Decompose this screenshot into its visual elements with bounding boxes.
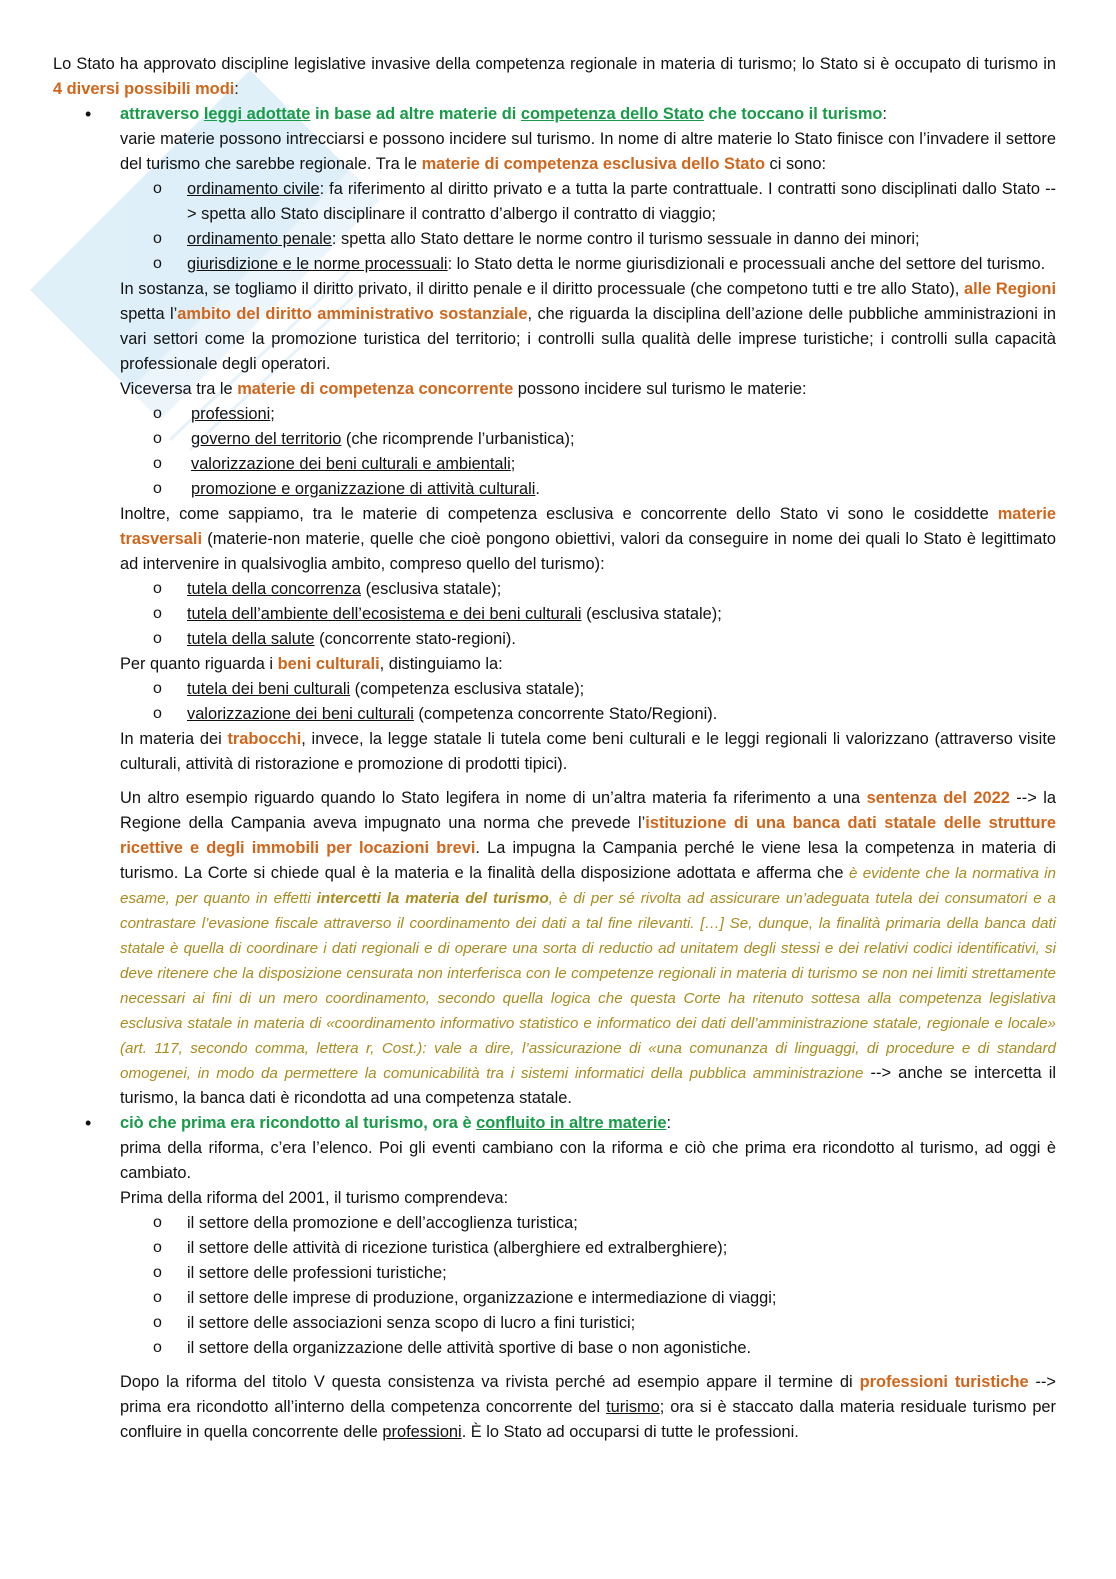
list-item: o valorizzazione dei beni culturali e ambientali; <box>53 452 1056 477</box>
intro-paragraph: Lo Stato ha approvato discipline legislative invasive della competenza regionale in materia di turismo; lo Stato si è occupato di turismo in 4 diversi possibili modi: <box>53 55 1056 98</box>
list-item: o professioni; <box>53 402 1056 427</box>
paragraph-regions: In sostanza, se togliamo il diritto privato, il diritto penale e il diritto processuale (che competono tutti e tre allo Stato), alle Regioni spetta l’ambito del diritto amministrativo sostanziale, che riguarda la disciplina dell’azione delle pubbliche amministrazioni in vari settori come la promozione turistica del territorio; i controlli sulla qualità delle imprese turistiche; i controlli sulla capacità professionale degli operatori. <box>120 280 1057 373</box>
list-item: o il settore delle associazioni senza scopo di lucro a fini turistici; <box>53 1311 1056 1336</box>
cultural-goods-list <box>53 677 1056 727</box>
paragraph-transversal: Inoltre, come sappiamo, tra le materie di competenza esclusiva e concorrente dello Stato vi sono le cosiddette materie trasversali (materie-non materie, quelle che cioè pongono obiettivi, valori da conseguire in nome dei quali lo Stato è legittimato ad intervenire in qualsivoglia ambito, compreso quello del turismo): <box>120 505 1056 573</box>
list-item: o il settore delle imprese di produzione, organizzazione e intermediazione di viaggi; <box>53 1286 1056 1311</box>
list-item: o il settore della promozione e dell’accoglienza turistica; <box>53 1211 1056 1236</box>
bullet-item-1 <box>53 102 1056 177</box>
paragraph-sentenza: Un altro esempio riguardo quando lo Stato legifera in nome di un’altra materia fa riferimento a una sentenza del 2022 --> la Regione della Campania aveva impugnato una norma che prevede l’istituzione di una banca dati statale delle strutture ricettive e degli immobili per locazioni brevi. La impugna la Campania perché le viene lesa la competenza in materia di turismo. La Corte si chiede qual è la materia e la finalità della disposizione adottata e afferma che è evidente che la normativa in esame, per quanto in effetti intercetti la materia del turismo, è di per sé rivolta ad assicurare un’adeguata tutela dei consumatori e a contrastare l’evasione fiscale attraverso il coordinamento dei dati a tal fine rilevanti. […] Se, dunque, la finalità primaria della banca dati statale è quella di coordinare i dati regionali e di operare una sorta di reductio ad unitatem degli stessi e dei relativi codici identificativi, si deve ritenere che la disposizione censurata non interferisca con le competenze regionali in materia di turismo se non nei limiti strettamente necessari ai fini di un mero coordinamento, secondo quella logica che questa Corte ha ritenuto sottesa alla competenza legislativa esclusiva statale in materia di «coordinamento informativo statistico e informatico dei dati dell’amministrazione statale, regionale e locale» (art. 117, secondo comma, lettera r, Cost.): vale a dire, l’assicurazione di «una comunanza di linguaggi, di procedure e di standard omogenei, in modo da permettere la comunicabilità tra i sistemi informatici della pubblica amministrazione --> anche se intercetta il turismo, la banca dati è ricondotta ad una competenza statale. <box>120 789 1056 1107</box>
paragraph-cultural-goods: Per quanto riguarda i beni culturali, distinguiamo la: <box>120 655 503 673</box>
list-item: o governo del territorio (che ricomprende l’urbanistica); <box>53 427 1056 452</box>
list-item: o valorizzazione dei beni culturali (competenza concorrente Stato/Regioni). <box>53 702 1056 727</box>
list-item: o il settore delle professioni turistiche; <box>53 1261 1056 1286</box>
list-item: o il settore delle attività di ricezione turistica (alberghiere ed extralberghiere); <box>53 1236 1056 1261</box>
list-item: o promozione e organizzazione di attività culturali. <box>53 477 1056 502</box>
list-item: o il settore della organizzazione delle attività sportive di base o non agonistiche. <box>53 1336 1056 1361</box>
paragraph-before-reform: prima della riforma, c’era l’elenco. Poi gli eventi cambiano con la riforma e ciò che prima era ricondotto al turismo, ad oggi è cambiato. <box>120 1139 1056 1182</box>
list-item: o ordinamento penale: spetta allo Stato dettare le norme contro il turismo sessuale in danno dei minori; <box>53 227 1056 252</box>
modes-highlight: 4 diversi possibili modi <box>53 80 235 98</box>
list-item: o tutela della concorrenza (esclusiva statale); <box>53 577 1056 602</box>
paragraph-exclusive-intro: varie materie possono intrecciarsi e possono incidere sul turismo. In nome di altre materie lo Stato finisce con l’invadere il settore del turismo che sarebbe regionale. Tra le materie di competenza esclusiva dello Stato ci sono: <box>120 130 1056 173</box>
bullet-item-2 <box>53 1111 1056 1211</box>
list-item: o tutela della salute (concorrente stato-regioni). <box>53 627 1056 652</box>
exclusive-matters-list <box>53 177 1056 277</box>
paragraph-concurrent-intro: Viceversa tra le materie di competenza concorrente possono incidere sul turismo le materie: <box>120 380 807 398</box>
transversal-matters-list <box>53 577 1056 652</box>
document-page <box>53 52 1056 1445</box>
list-item: o giurisdizione e le norme processuali: lo Stato detta le norme giurisdizionali e processuali anche del settore del turismo. <box>53 252 1056 277</box>
bullet-1-heading: • attraverso leggi adottate in base ad altre materie di competenza dello Stato che toccano il turismo: <box>120 105 887 123</box>
paragraph-after-reform: Dopo la riforma del titolo V questa consistenza va rivista perché ad esempio appare il termine di professioni turistiche --> prima era ricondotto all’interno della competenza concorrente del turismo; ora si è staccato dalla materia residuale turismo per confluire in quella concorrente delle professioni. È lo Stato ad occuparsi di tutte le professioni. <box>120 1373 1057 1441</box>
bullet-2-heading: • ciò che prima era ricondotto al turismo, ora è confluito in altre materie: <box>120 1114 672 1132</box>
concurrent-matters-list <box>53 402 1056 502</box>
paragraph-trabocchi: In materia dei trabocchi, invece, la legge statale li tutela come beni culturali e le leggi regionali li valorizzano (attraverso visite culturali, attività di ristorazione e promozione di prodotti tipici). <box>120 730 1056 773</box>
court-quote: è evidente che la normativa in esame, per quanto in effetti <box>120 865 1056 907</box>
list-item: o ordinamento civile: fa riferimento al diritto privato e a tutta la parte contrattuale. I contratti sono disciplinati dallo Stato --> spetta allo Stato disciplinare il contratto d’albergo il contratto di viaggio; <box>53 177 1056 227</box>
paragraph-reform-2001: Prima della riforma del 2001, il turismo comprendeva: <box>120 1189 509 1207</box>
tourism-sectors-list <box>53 1211 1056 1361</box>
list-item: o tutela dell’ambiente dell’ecosistema e dei beni culturali (esclusiva statale); <box>53 602 1056 627</box>
list-item: o tutela dei beni culturali (competenza esclusiva statale); <box>53 677 1056 702</box>
